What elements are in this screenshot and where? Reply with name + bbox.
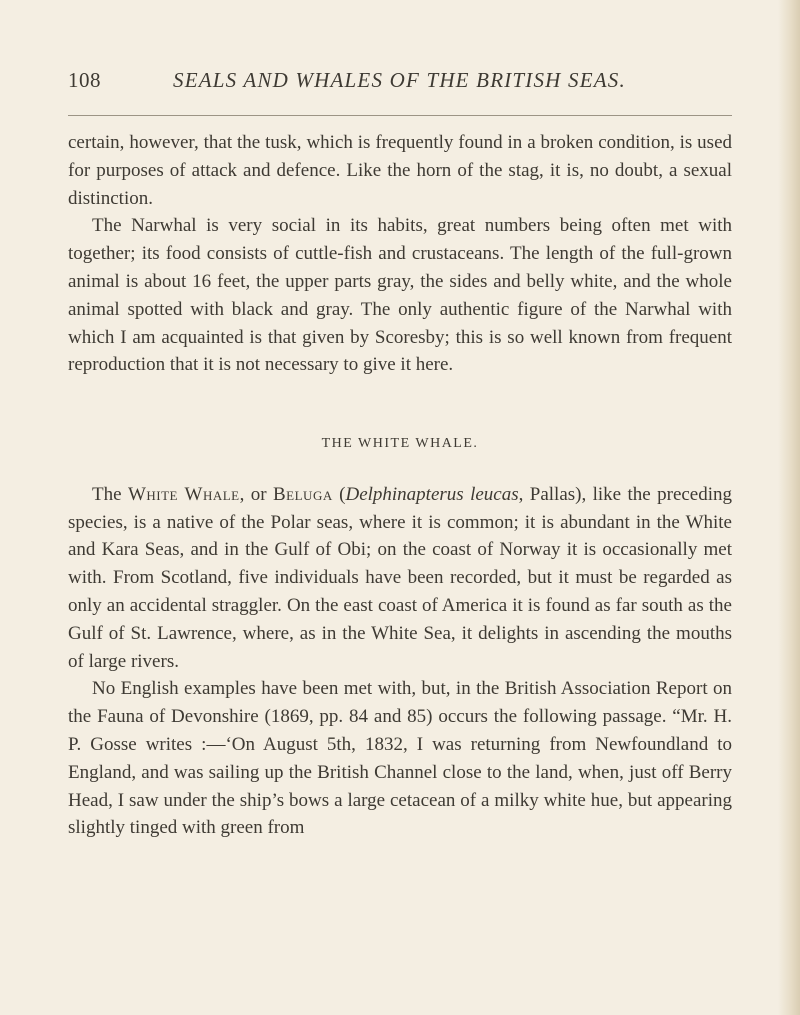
open-paren: ( <box>332 483 346 505</box>
intro-text: The <box>92 483 128 505</box>
page-number: 108 <box>68 68 101 92</box>
paragraph-english-examples: No English examples have been met with, but, in the British Association Report on the Fauna of Devonshire (1869, pp. 84 and 85) occurs the following passage. “Mr. H. P. Gosse writes :—‘On August 5th, 1832, I was returning from Newfoundland to England, and was sailing up the British Channel close to the land, when, just off Berry Head, I saw under the ship’s bows a large cetacean of a milky white hue, but appearing slightly tinged with green from <box>68 678 732 839</box>
page-header <box>68 68 732 98</box>
white-whale-term: White Whale <box>127 483 240 505</box>
or-text: , or <box>239 483 273 505</box>
paragraph-continued: certain, however, that the tusk, which is frequently found in a broken condition, is used for purposes of attack and defence. Like the horn of the stag, it is, no doubt, a sexual distinction. <box>68 132 732 209</box>
running-title: SEALS AND WHALES OF THE BRITISH SEAS. <box>173 68 626 92</box>
section-spacer-small <box>68 407 732 430</box>
header-rule <box>68 115 732 116</box>
section-heading: THE WHITE WHALE. <box>321 435 479 451</box>
beluga-term: Beluga <box>273 483 333 505</box>
paragraph-rest: , Pallas), like the preceding species, is a native of the Polar seas, where it is common; it is abundant in the White and Kara Seas, and in the Gulf of Obi; on the coast of Norway it is occasionally met with. From Scotland, five individuals have been recorded, but it must be regarded as only an accidental straggler. On the east coast of America it is found as far south as the Gulf of St. Lawrence, where, as in the White Sea, it delights in ascending the mouths of large rivers. <box>68 483 733 672</box>
body-text <box>68 129 732 842</box>
paragraph-white-whale <box>68 481 732 676</box>
section-spacer <box>68 379 732 407</box>
scientific-name: Delphinapterus leucas <box>345 483 519 505</box>
section-spacer-after <box>68 458 732 481</box>
page-edge-shading <box>778 0 800 1015</box>
paragraph-narwhal-habits: The Narwhal is very social in its habits, great numbers being often met with together; its food consists of cuttle-fish and crustaceans. The length of the full-grown animal is about 16 feet, the upper parts gray, the sides and belly white, and the whole animal spotted with black and gray. The only authentic figure of the Narwhal with which I am acquainted is that given by Scoresby; this is so well known from frequent reproduction that it is not necessary to give it here. <box>68 215 732 376</box>
